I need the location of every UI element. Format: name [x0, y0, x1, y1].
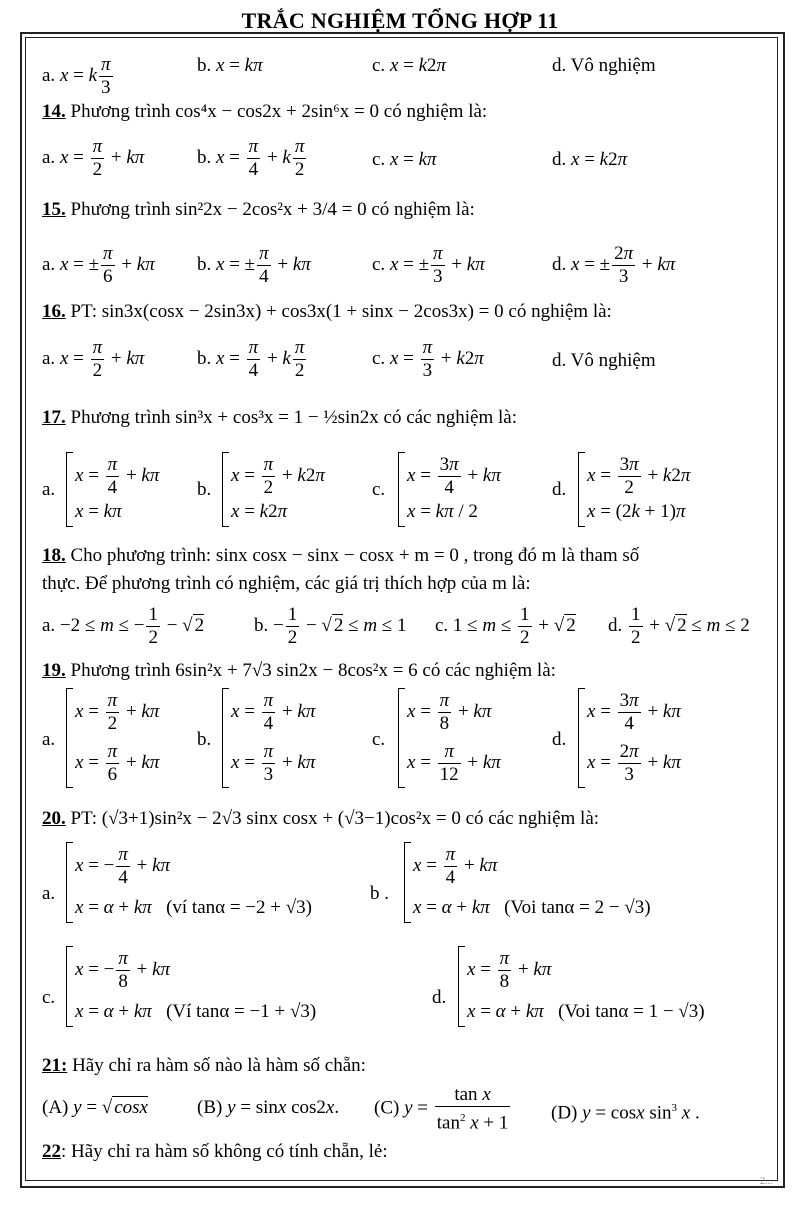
q20-options-ab [42, 842, 772, 947]
q21-option-b: (B) y = sinx cos2x. [197, 1097, 340, 1118]
q17-label-c: c. [372, 479, 386, 500]
q18-number: 18. [42, 545, 66, 566]
q17-option-d: x = $\frac{3\pi}{2}$ + k2π x = (2k + 1)π [578, 452, 694, 527]
q17-text: Phương trình sin³x + cos³x = 1 − ½sin2x có các nghiệm là: [70, 407, 517, 428]
q17-option-a: x = $\frac{\pi}{4}$ + kπ x = kπ [66, 452, 163, 527]
q21-question [42, 1054, 366, 1078]
q18-option-c: c. 1 ≤ m ≤ $\frac{1}{2}$ + √ 2 [435, 604, 576, 648]
q19-options [42, 688, 772, 798]
q19-text: Phương trình 6sin²x + 7√3 sin2x − 8cos²x = 6 có các nghiệm là: [70, 660, 556, 681]
q21-text: Hãy chỉ ra hàm số nào là hàm số chẵn: [72, 1055, 366, 1076]
q14-option-a: a. x = $\frac{\pi}{2}$ + kπ [42, 136, 145, 180]
q19-option-c: x = $\frac{\pi}{8}$ + kπ x = $\frac{\pi}{12}$ + kπ [398, 688, 505, 788]
q21-number: 21: [42, 1055, 68, 1076]
q17-label-b: b. [197, 479, 212, 500]
q22-number: 22 [42, 1141, 61, 1162]
q17-option-c: x = $\frac{3\pi}{4}$ + kπ x = kπ / 2 [398, 452, 505, 527]
q16-option-d: d. Vô nghiệm [552, 350, 656, 371]
q21-label-a: (A) [42, 1097, 69, 1118]
q17-label-a: a. [42, 479, 56, 500]
q19-label-a: a. [42, 729, 56, 750]
q14-number: 14. [42, 101, 66, 122]
q18-line2: thực. Để phương trình có nghiệm, các giá trị thích hợp của m là: [42, 573, 531, 594]
q20-option-b: x = $\frac{\pi}{4}$ + kπ x = α + kπ (Voi tanα = 2 − √3) [404, 842, 655, 923]
q20-option-a: x = − $\frac{\pi}{4}$ + kπ x = α + kπ (ví tanα = −2 + √3) [66, 842, 316, 923]
q20-note-c: (Ví tanα = −1 + √3) [166, 1001, 317, 1022]
q20-label-d: d. [432, 987, 447, 1008]
q13-options [42, 48, 762, 98]
q19-label-c: c. [372, 729, 386, 750]
q18-question [42, 544, 639, 568]
q13-option-c: c. x = k2π [372, 55, 447, 76]
q14-option-d: d. x = k2π [552, 149, 628, 170]
q16-question [42, 300, 612, 324]
q19-option-d: x = $\frac{3\pi}{4}$ + kπ x = $\frac{2\pi}{3}$ + kπ [578, 688, 685, 788]
q18-options [42, 604, 772, 652]
q22-question [42, 1140, 388, 1164]
q14-option-b: b. x = $\frac{\pi}{4}$ + k $\frac{\pi}{2}$ [197, 136, 305, 180]
q20-note-b: (Voi tanα = 2 − √3) [504, 897, 651, 918]
q19-number: 19. [42, 660, 66, 681]
q16-option-c: c. x = $\frac{\pi}{3}$ + k2π [372, 337, 484, 381]
q17-question [42, 406, 517, 430]
q21-label-b: (B) [197, 1097, 223, 1118]
q20-options-cd [42, 946, 772, 1051]
q19-label-d: d. [552, 729, 567, 750]
q18-option-b: b. − $\frac{1}{2}$ − √ 2 ≤ m ≤ 1 [254, 604, 407, 648]
page-title: TRẮC NGHIỆM TỔNG HỢP 11 [241, 8, 559, 33]
q14-options [42, 136, 762, 186]
q15-options [42, 243, 762, 293]
q20-note-a: (ví tanα = −2 + √3) [166, 897, 312, 918]
q19-question [42, 659, 556, 683]
q16-number: 16. [42, 301, 66, 322]
q16-options [42, 337, 762, 387]
q17-number: 17. [42, 407, 66, 428]
q21-options [42, 1084, 772, 1134]
q17-options [42, 452, 772, 532]
q20-question [42, 807, 599, 831]
q21-option-c: (C) y = $\frac{\text{tan x}}{\tan^2 x + 1}$ [374, 1084, 509, 1134]
q14-text: Phương trình cos⁴x − cos2x + 2sin⁶x = 0 có nghiệm là: [70, 101, 488, 122]
q16-option-a: a. x = $\frac{\pi}{2}$ + kπ [42, 337, 145, 381]
q15-question [42, 198, 475, 222]
q18-option-a: a. −2 ≤ m ≤ − $\frac{1}{2}$ − √ 2 [42, 604, 205, 648]
q13-option-d: d. Vô nghiệm [552, 55, 656, 76]
q20-note-d: (Voi tanα = 1 − √3) [558, 1001, 705, 1022]
q20-option-d: x = $\frac{\pi}{8}$ + kπ x = α + kπ (Voi tanα = 1 − √3) [458, 946, 709, 1027]
q22-text: : Hãy chỉ ra hàm số không có tính chẵn, lẻ: [61, 1141, 388, 1162]
q20-label-a: a. [42, 883, 56, 904]
q15-option-c: c. x = ± $\frac{\pi}{3}$ + kπ [372, 243, 485, 287]
q17-option-b: x = $\frac{\pi}{2}$ + k2π x = k2π [222, 452, 329, 527]
q21-label-c: (C) [374, 1097, 400, 1119]
q15-text: Phương trình sin²2x − 2cos²x + 3/4 = 0 có nghiệm là: [70, 199, 475, 220]
q20-text: PT: (√3+1)sin²x − 2√3 sinx cosx + (√3−1)cos²x = 0 có các nghiệm là: [70, 808, 600, 829]
q20-label-c: c. [42, 987, 56, 1008]
q15-option-b: b. x = ± $\frac{\pi}{4}$ + kπ [197, 243, 311, 287]
q14-question [42, 100, 487, 124]
q17-label-d: d. [552, 479, 567, 500]
q13-option-a: a. x = k $\frac{\pi}{3}$ [42, 54, 111, 98]
q16-text: PT: sin3x(cosx − 2sin3x) + cos3x(1 + sinx − 2cos3x) = 0 có nghiệm là: [70, 301, 612, 322]
q20-option-c: x = − $\frac{\pi}{8}$ + kπ x = α + kπ (Ví tanα = −1 + √3) [66, 946, 320, 1027]
q20-label-b: b . [370, 883, 389, 904]
q15-number: 15. [42, 199, 66, 220]
q20-number: 20. [42, 808, 66, 829]
q16-option-b: b. x = $\frac{\pi}{4}$ + k $\frac{\pi}{2}$ [197, 337, 305, 381]
q21-option-d: (D) y = cosx $\sin^3 x$ . [551, 1102, 700, 1124]
q19-option-a: x = $\frac{\pi}{2}$ + kπ x = $\frac{\pi}{6}$ + kπ [66, 688, 163, 788]
q13-option-b: b. x = kπ [197, 55, 263, 76]
q21-option-a: (A) y = √ cosx [42, 1097, 148, 1118]
page-number: 2... [760, 1176, 773, 1187]
q19-label-b: b. [197, 729, 212, 750]
q15-option-a: a. x = ± $\frac{\pi}{6}$ + kπ [42, 243, 155, 287]
q18-option-d: d. $\frac{1}{2}$ + √ 2 ≤ m ≤ 2 [608, 604, 750, 648]
q18-line1: Cho phương trình: sinx cosx − sinx − cosx + m = 0 , trong đó m là tham số [70, 545, 640, 566]
q19-option-b: x = $\frac{\pi}{4}$ + kπ x = $\frac{\pi}{3}$ + kπ [222, 688, 319, 788]
q14-option-c: c. x = kπ [372, 149, 437, 170]
q15-option-d: d. x = ± $\frac{2\pi}{3}$ + kπ [552, 243, 676, 287]
q21-label-d: (D) [551, 1102, 578, 1124]
